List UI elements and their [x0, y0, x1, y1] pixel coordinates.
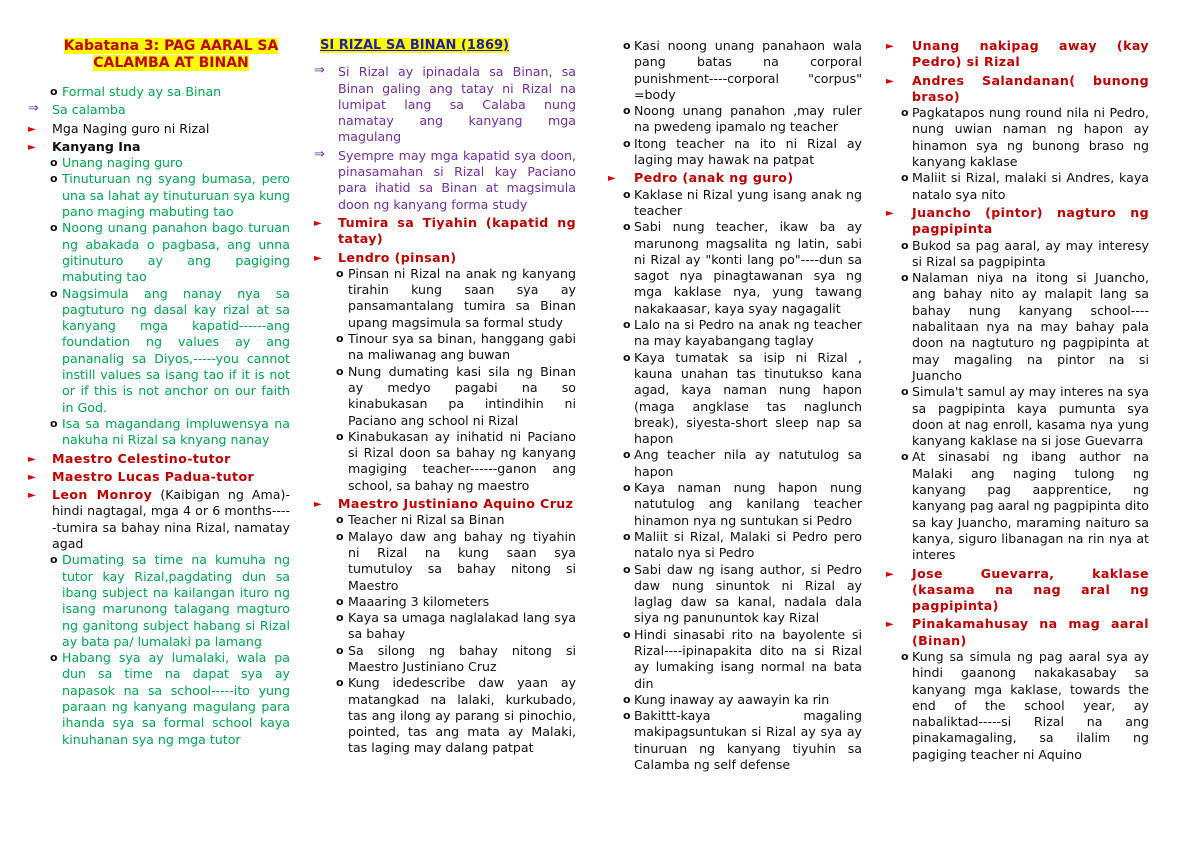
item-text: Kung sa simula ng pag aaral sya ay hindi gaanong nakakasabay sa kanyang mga kaklase, towards the end of the school year, ay nabaliktad-----si Rizal na ang pinakamagaling, sa ilalim ng pagiging teacher ni Aquino [912, 648, 1149, 762]
item-text: Pagkatapos nung round nila ni Pedro, nung uwian naman ng hapon ay hinamon sya ng bunong braso ng kanyang kaklase [912, 105, 1149, 170]
item-text: Bakittt-kaya magaling makipagsuntukan si Rizal ay sya ay tinuruan ng kanyang tiyuhin sa Calamba ng self defense [634, 708, 862, 773]
list-item [608, 103, 862, 136]
item-text: Kaya sa umaga naglalakad lang sya sa bahay [348, 610, 576, 642]
triangle-bullet-icon: ► [886, 207, 894, 219]
circle-bullet-icon: o [901, 238, 909, 252]
circle-bullet-icon: o [623, 481, 631, 495]
circle-bullet-icon: o [50, 85, 58, 98]
triangle-bullet-icon: ► [28, 453, 36, 465]
item-text: Isa sa magandang impluwensya na nakuha ni Rizal sa knyang nanay [62, 415, 290, 448]
chapter-title: Kabatana 3: PAG AARAL SA CALAMBA AT BINAN [63, 38, 279, 71]
item-text: Maestro Celestino-tutor [52, 450, 231, 466]
triangle-bullet-icon: ► [28, 490, 36, 502]
item-text: Nalaman niya na itong si Juancho, ang bahay nito ay malapit lang sa bahay nung kanyang school----nabalitaan nya na may bahay pala doon na nagtuturo ng pagpipinta at may magaling na pintor na si Juancho [912, 270, 1149, 383]
item-text: Bukod sa pag aaral, ay may interesy si Rizal sa pagpipinta [912, 237, 1149, 269]
triangle-bullet-icon: ► [886, 568, 894, 580]
list-item [608, 562, 862, 627]
list-item [886, 170, 1149, 203]
list-item [608, 38, 862, 103]
item-text: Maliit si Rizal, Malaki si Pedro pero natalo nya si Pedro [634, 528, 862, 561]
list-item [22, 155, 290, 171]
circle-bullet-icon: o [50, 172, 58, 186]
triangle-bullet-icon: ► [314, 499, 322, 511]
item-text: Sabi daw ng isang author, si Pedro daw nung sinuntok ni Rizal ay laglag daw sa kanal, nadala dala siya ng panununtok kay Rizal [634, 561, 862, 626]
item-text: Pedro (anak ng guro) [634, 170, 794, 186]
list-item [608, 136, 862, 169]
triangle-bullet-icon: ► [28, 123, 36, 135]
item-text: Maliit si Rizal, malaki si Andres, kaya natalo sya nito [912, 170, 1149, 202]
list-item [886, 105, 1149, 170]
list-item [308, 610, 576, 643]
list-item [608, 627, 862, 692]
list-item [886, 384, 1149, 449]
circle-bullet-icon: o [336, 332, 344, 346]
item-heading: Leon Monroy [52, 487, 153, 503]
list-item [608, 219, 862, 317]
list-item [308, 594, 576, 610]
item-text: Sa silong ng bahay nitong si Maestro Justiniano Cruz [348, 642, 576, 674]
column-1 [22, 38, 290, 748]
circle-bullet-icon: o [50, 553, 58, 567]
list-item [886, 270, 1149, 384]
circle-bullet-icon: o [336, 643, 344, 657]
circle-bullet-icon: o [623, 220, 631, 234]
item-text: Nung dumating kasi sila ng Binan ay medyo pagabi na so kinabukasan pa intindihin ni Paciano ang school ni Rizal [348, 363, 576, 428]
column-4 [886, 38, 1149, 763]
circle-bullet-icon: o [623, 350, 631, 364]
list-item [886, 449, 1149, 563]
circle-bullet-icon: o [50, 221, 58, 235]
circle-bullet-icon: o [623, 529, 631, 543]
list-item [22, 139, 290, 155]
circle-bullet-icon: o [623, 39, 631, 52]
column-3 [608, 38, 862, 773]
item-text: Noong unang panahon bago turuan ng abakada o pagbasa, ang unna gitinuturo ay ang pagiging mabuting tao [62, 220, 290, 285]
circle-bullet-icon: o [336, 513, 344, 527]
item-text: Kaya tumatak sa isip ni Rizal , kauna unahan tas tinutukso kana agad, kaya naman nung hapon (maga angklase tas naglunch break), siyesta-short sleep nap sa hapon [634, 349, 862, 447]
list-item [308, 250, 576, 266]
item-text: Itong teacher na ito ni Rizal ay laging may hawak na patpat [634, 135, 862, 168]
double-arrow-bullet-icon: ⇒ [314, 63, 325, 79]
double-arrow-bullet-icon: ⇒ [28, 101, 39, 117]
item-text: Tinour sya sa binan, hanggang gabi na maliwanag ang buwan [348, 331, 576, 363]
list-item [308, 496, 576, 512]
circle-bullet-icon: o [901, 450, 909, 464]
triangle-bullet-icon: ► [886, 41, 894, 52]
item-text: Tumira sa Tiyahin (kapatid ng tatay) [338, 214, 576, 247]
list-item [22, 416, 290, 449]
item-text: Sa calamba [52, 102, 126, 118]
list-item [308, 148, 576, 213]
item-text: Dumating sa time na kumuha ng tutor kay Rizal,pagdating dun sa ibang subject na kailangan ituro ng isang marunong talagang magturo ng ganitong subject habang si Rizal ay bata pa/ lumalaki pa lamang [62, 552, 290, 649]
circle-bullet-icon: o [50, 651, 58, 665]
item-text: Simula't samul ay may interes na sya sa pagpipinta kaya pumunta sya doon at nag enroll, kasama nya yung kanyang kaklase na si jose Guevarra [912, 384, 1149, 449]
circle-bullet-icon: o [623, 448, 631, 462]
item-text: Hindi sinasabi rito na bayolente si Rizal----ipinapakita dito na si Rizal ay lumaking isang normal na bata din [634, 626, 862, 691]
item-text: Formal study ay sa Binan [62, 84, 222, 99]
list-item [308, 529, 576, 594]
item-text: Kung idedescribe daw yaan ay matangkad na lalaki, kurkubado, tas ang ilong ay parang si pinochio, pointed, tas ang mata ay Malaki, tas laging may dalang patpat [348, 675, 576, 756]
circle-bullet-icon: o [623, 136, 631, 150]
list-item [308, 675, 576, 756]
circle-bullet-icon: o [623, 692, 631, 706]
column-2 [308, 38, 576, 757]
list-item [308, 64, 576, 145]
item-text: Noong unang panahon ,may ruler na pwedeng ipamalo ng teacher [634, 103, 862, 135]
list-item [22, 469, 290, 485]
list-item [608, 170, 862, 186]
triangle-bullet-icon: ► [608, 173, 616, 185]
list-item [22, 171, 290, 220]
item-text: Pinsan ni Rizal na anak ng kanyang tirahin kung saan sya ay pansamantalang tumira sa Binan upang magsimula sa formal study [348, 265, 576, 330]
list-item [886, 238, 1149, 271]
list-item [886, 73, 1149, 106]
item-text: Maestro Justiniano Aquino Cruz [338, 496, 574, 512]
item-text: Maaaring 3 kilometers [348, 593, 490, 609]
item-text: Syempre may mga kapatid sya doon, pinasamahan si Rizal kay Paciano para ihatid sa Binan at magsimula doon ng kanyang forma study [338, 147, 576, 212]
triangle-bullet-icon: ► [886, 75, 894, 87]
triangle-bullet-icon: ► [314, 217, 322, 229]
item-text: Lendro (pinsan) [338, 249, 457, 265]
item-text: Unang nakipag away (kay Pedro) si Rizal [912, 38, 1149, 70]
list-item [308, 215, 576, 248]
list-item [22, 552, 290, 650]
circle-bullet-icon: o [623, 187, 631, 201]
list-item [886, 205, 1149, 238]
circle-bullet-icon: o [901, 171, 909, 185]
item-text: Pinakamahusay na mag aaral (Binan) [912, 616, 1149, 648]
list-item [22, 102, 290, 118]
list-item [22, 451, 290, 467]
list-item [22, 650, 290, 748]
circle-bullet-icon: o [901, 649, 909, 663]
item-text: Teacher ni Rizal sa Binan [348, 512, 505, 528]
list-item [308, 643, 576, 676]
circle-bullet-icon: o [336, 429, 344, 443]
item-text: Unang naging guro [62, 155, 183, 171]
list-item [308, 429, 576, 494]
circle-bullet-icon: o [623, 627, 631, 641]
list-item [608, 447, 862, 480]
item-text: Malayo daw ang bahay ng tiyahin ni Rizal na kung saan sya tumutuloy sa bahay nitong si Maestro [348, 528, 576, 593]
circle-bullet-icon: o [336, 529, 344, 543]
circle-bullet-icon: o [336, 594, 344, 608]
item-text: Kung inaway ay aawayin ka rin [634, 691, 830, 707]
list-item [22, 84, 290, 100]
circle-bullet-icon: o [623, 104, 631, 118]
circle-bullet-icon: o [50, 156, 58, 170]
list-item [308, 331, 576, 364]
circle-bullet-icon: o [336, 364, 344, 378]
circle-bullet-icon: o [50, 286, 58, 300]
item-text: At sinasabi ng ibang author na Malaki ang naging tulong ng kanyang pag aapprentice, ng kanyang pag aaral ng pagpipinta dito sa kay Juancho, maraming naituro sa kanya, siguro libanagan na rin nya at interes [912, 449, 1149, 563]
circle-bullet-icon: o [336, 676, 344, 690]
circle-bullet-icon: o [901, 271, 909, 285]
list-item [22, 286, 290, 416]
triangle-bullet-icon: ► [314, 252, 322, 264]
circle-bullet-icon: o [901, 385, 909, 399]
list-item [608, 708, 862, 773]
list-item [308, 512, 576, 528]
item-text: Sabi nung teacher, ikaw ba ay marunong magsalita ng latin, sabi ni Rizal ay "konti lang po"----dun sa sagot nya pinagtawanan sya ng mga kaklase nya, yung tawang nakakaasar, kaya syay nagagalit [634, 219, 862, 316]
item-text: Kaklase ni Rizal yung isang anak ng teacher [634, 186, 862, 218]
item-text: Si Rizal ay ipinadala sa Binan, sa Binan galing ang tatay ni Rizal na lumipat lang sa Calaba nung namatay ang kanyang mga magulang [338, 64, 576, 145]
circle-bullet-icon: o [336, 266, 344, 280]
list-item [22, 220, 290, 285]
list-item [608, 529, 862, 562]
item-text: Kanyang Ina [52, 138, 141, 154]
item-text: Kaya naman nung hapon nung natutulog ang kanilang teacher hinamon nya ng suntukan si Pedro [634, 480, 862, 528]
circle-bullet-icon: o [623, 562, 631, 576]
item-text: Kasi noong unang panahaon wala pang batas na corporal punishment----corporal "corpus" =body [634, 38, 862, 102]
list-item [608, 317, 862, 350]
triangle-bullet-icon: ► [886, 619, 894, 631]
item-text: Lalo na si Pedro na anak ng teacher na may kayabangang taglay [634, 317, 862, 349]
list-item [308, 266, 576, 331]
item-text: Nagsimula ang nanay nya sa pagtuturo ng dasal kay rizal at sa kanyang mga kapatid------ang foundation ng values ay ang pananalig sa Diyos,-----you cannot instill values sa isang tao if it is not or if this is not anchor on our faith in God. [62, 285, 290, 415]
circle-bullet-icon: o [50, 416, 58, 430]
circle-bullet-icon: o [336, 611, 344, 625]
item-text: Maestro Lucas Padua-tutor [52, 468, 255, 484]
list-item [608, 187, 862, 220]
list-item [608, 480, 862, 529]
item-text: Kinabukasan ay inihatid ni Paciano si Rizal doon sa bahay ng kanyang magiging teacher------ganon ang school, sa bahay ng maestro [348, 428, 576, 493]
section-title: SI RIZAL SA BINAN (1869) [320, 38, 509, 53]
list-item [608, 692, 862, 708]
list-item [886, 616, 1149, 649]
list-item [608, 350, 862, 448]
circle-bullet-icon: o [623, 318, 631, 332]
list-item [886, 566, 1149, 615]
triangle-bullet-icon: ► [28, 471, 36, 483]
item-text: Jose Guevarra, kaklase (kasama na nag aral ng pagpipinta) [912, 565, 1149, 614]
list-item [886, 649, 1149, 763]
item-text: (Kaibigan ng Ama)- hindi nagtagal, mga 4 or 6 months-----tumira sa bahay nina Rizal, namatay agad [52, 487, 290, 552]
circle-bullet-icon: o [901, 106, 909, 120]
item-text: Habang sya ay lumalaki, wala pa dun sa time na dapat sya ay napasok na sa school-----ito yung paraan ng kanyang magulang para ihanda sya sa formal school kaya kinuhanan sya ng mga tutor [62, 650, 290, 747]
item-text: Ang teacher nila ay natutulog sa hapon [634, 447, 862, 479]
double-arrow-bullet-icon: ⇒ [314, 146, 325, 162]
triangle-bullet-icon: ► [28, 141, 36, 153]
item-text: Juancho (pintor) nagturo ng pagpipinta [912, 204, 1149, 237]
list-item [886, 38, 1149, 71]
list-item [308, 364, 576, 429]
list-item [22, 121, 290, 137]
item-text: Andres Salandanan( bunong braso) [912, 72, 1149, 104]
item-text: Tinuturuan ng syang bumasa, pero una sa lahat ay tinuturuan sya kung pano maging mabuting tao [62, 171, 290, 220]
list-item [22, 487, 290, 552]
item-text: Mga Naging guro ni Rizal [52, 120, 210, 136]
circle-bullet-icon: o [623, 709, 631, 723]
